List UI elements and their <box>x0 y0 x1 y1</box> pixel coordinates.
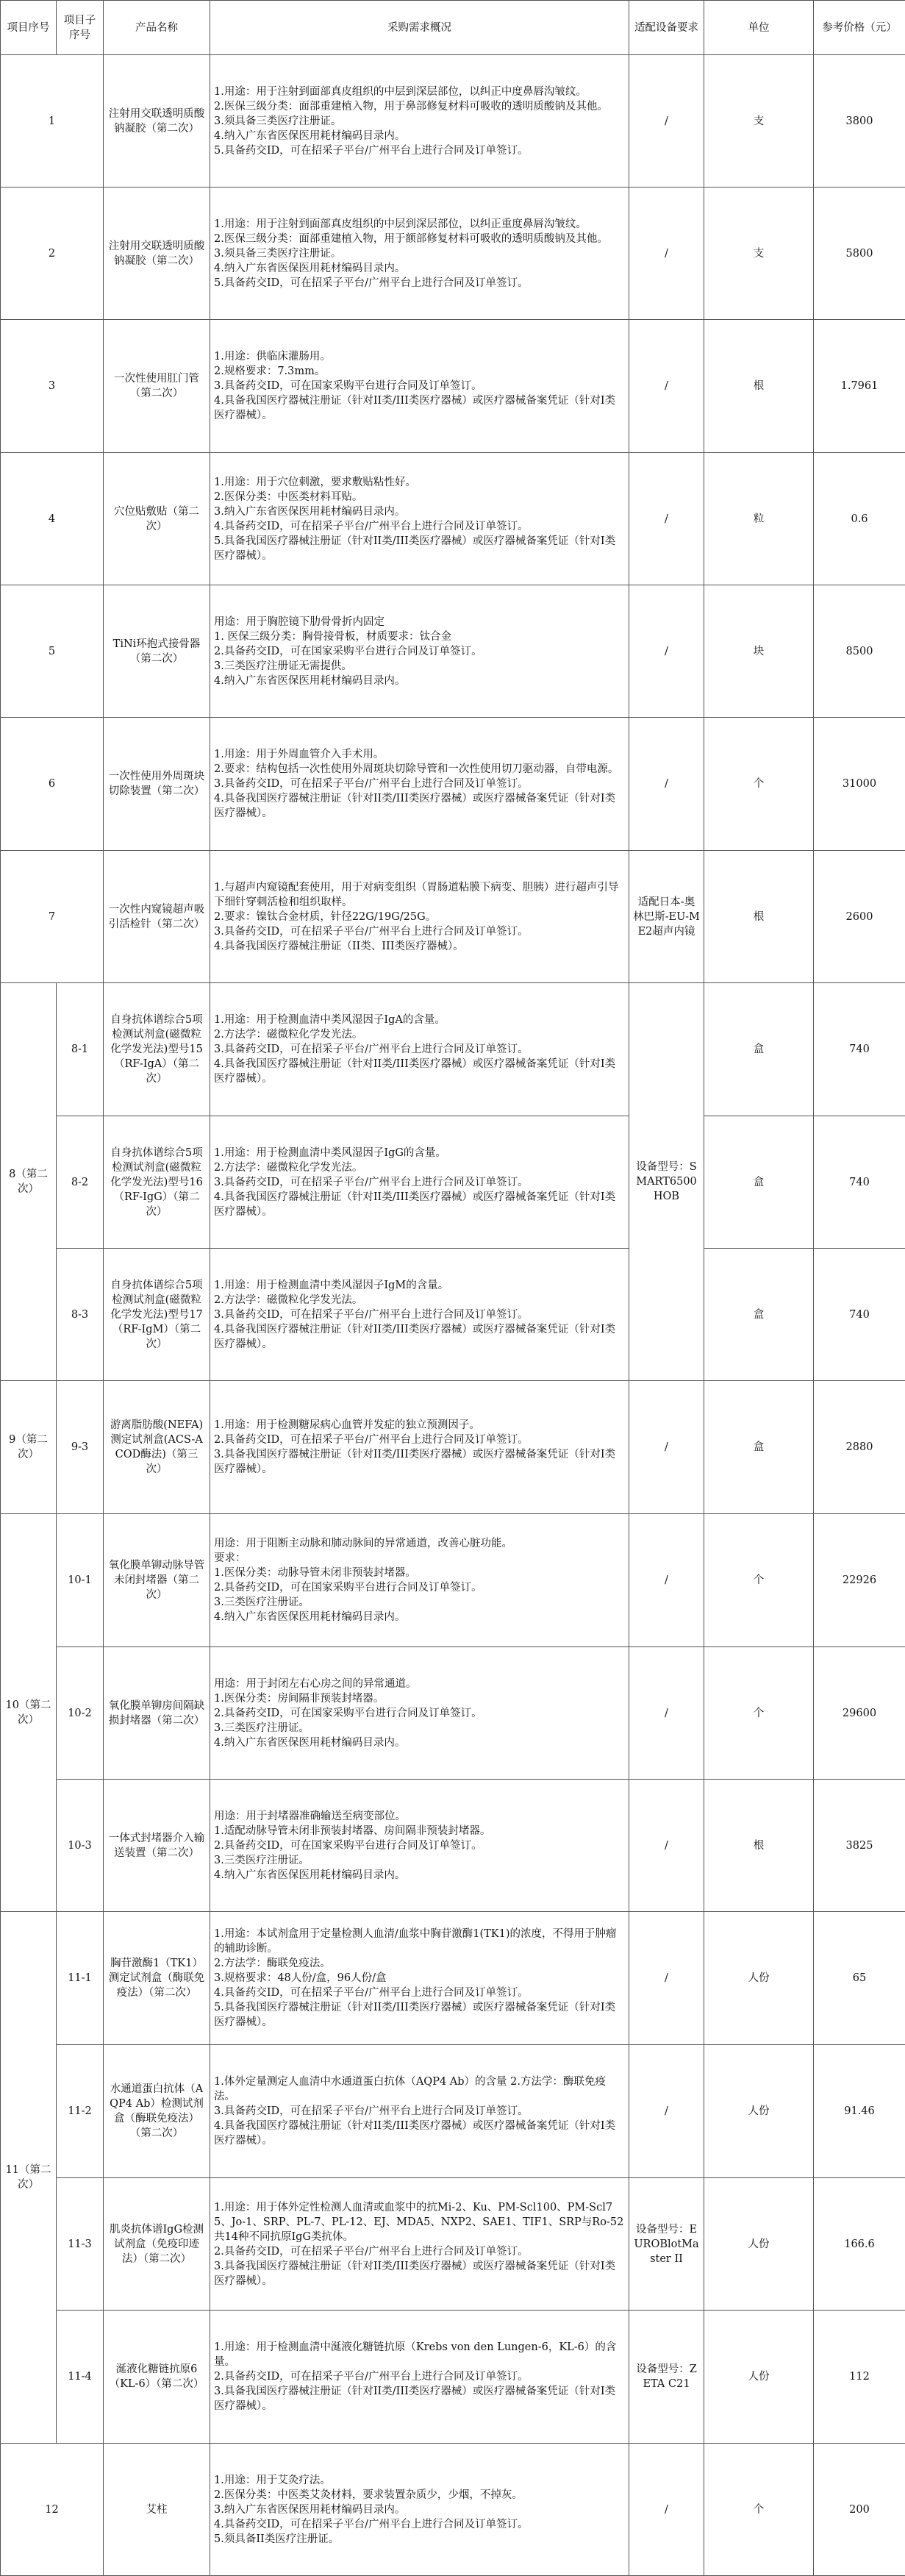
table-row <box>1 1249 905 1381</box>
requirement-line: 3.纳入广东省医保医用耗材编码目录内。 <box>214 504 625 519</box>
table-row <box>1 453 905 585</box>
device-requirement-cell: 设备型号：ZETA C21 <box>629 2311 704 2444</box>
project-no-cell: 2 <box>1 188 104 320</box>
requirements-cell <box>210 55 629 188</box>
requirements-cell <box>210 2178 629 2311</box>
requirement-line: 用途：用于封堵器准确输送至病变部位。 <box>214 1809 625 1824</box>
requirement-line: 3.具备我国医疗器械注册证（针对II类/III类医疗器械）或医疗器械备案凭证（针对I类医疗器械）。 <box>214 2384 625 2413</box>
requirement-line: 5.具备药交ID，可在招采子平台/广州平台上进行合同及订单签订。 <box>214 276 625 290</box>
project-no-cell: 10（第二次） <box>1 1514 57 1912</box>
requirement-line: 1.适配动脉导管未闭非预装封堵器、房间隔非预装封堵器。 <box>214 1824 625 1838</box>
table-row <box>1 188 905 320</box>
unit-cell: 根 <box>704 1780 814 1912</box>
project-no-cell: 8（第二次） <box>1 983 57 1381</box>
requirement-line: 用途：用于胸腔镜下肋骨骨折内固定 <box>214 615 625 629</box>
product-name-cell: 胸苷激酶1（TK1）测定试剂盒（酶联免疫法）（第二次） <box>104 1912 210 2045</box>
unit-cell: 人份 <box>704 1912 814 2045</box>
requirement-line: 2.医保三级分类：面部重建植入物，用于额部修复材料可吸收的透明质酸钠及其他。 <box>214 232 625 246</box>
sub-no-cell: 11-3 <box>57 2178 104 2311</box>
project-no-cell: 12 <box>1 2444 104 2576</box>
requirement-line: 3.具备药交ID，可在国家采购平台进行合同及订单签订。 <box>214 379 625 393</box>
requirement-line: 4.具备我国医疗器械注册证（针对II类/III类医疗器械）或医疗器械备案凭证（针对I类医疗器械）。 <box>214 1322 625 1352</box>
header-price: 参考价格（元） <box>814 1 905 55</box>
requirement-line: 3.三类医疗注册证无需提供。 <box>214 659 625 674</box>
requirement-line: 2.医保分类：中医类材料耳贴。 <box>214 490 625 504</box>
product-name-cell: 自身抗体谱综合5项检测试剂盒(磁微粒化学发光法)型号15（RF-IgA）（第二次） <box>104 983 210 1116</box>
unit-cell: 个 <box>704 1514 814 1647</box>
sub-no-cell: 11-4 <box>57 2311 104 2444</box>
header-requirements: 采购需求概况 <box>210 1 629 55</box>
price-cell: 166.6 <box>814 2178 905 2311</box>
table-row <box>1 1647 905 1780</box>
price-cell: 3825 <box>814 1780 905 1912</box>
requirement-line: 2.医保三级分类：面部重建植入物，用于鼻部修复材料可吸收的透明质酸钠及其他。 <box>214 99 625 114</box>
device-requirement-cell: / <box>629 1780 704 1912</box>
requirements-cell <box>210 585 629 718</box>
project-no-cell: 11（第二次） <box>1 1912 57 2444</box>
requirement-line: 5.具备我国医疗器械注册证（针对II类/III类医疗器械）或医疗器械备案凭证（针对I类医疗器械）。 <box>214 2000 625 2030</box>
requirement-line: 5.具备药交ID，可在招采子平台/广州平台上进行合同及订单签订。 <box>214 143 625 158</box>
table-row <box>1 2045 905 2178</box>
requirements-cell <box>210 453 629 585</box>
requirement-line: 1.用途：用于注射到面部真皮组织的中层到深层部位，以纠正重度鼻唇沟皱纹。 <box>214 217 625 232</box>
requirement-line: 1.用途：用于检测血清中涎液化糖链抗原（Krebs von den Lungen-6，KL-6）的含量。 <box>214 2340 625 2369</box>
price-cell: 2600 <box>814 851 905 983</box>
unit-cell: 支 <box>704 188 814 320</box>
device-requirement-cell: / <box>629 2045 704 2178</box>
requirement-line: 4.纳入广东省医保医用耗材编码目录内。 <box>214 1610 625 1624</box>
requirement-line: 3.具备药交ID，可在招采子平台/广州平台上进行合同及订单签订。 <box>214 1042 625 1057</box>
price-cell: 31000 <box>814 718 905 851</box>
price-cell: 740 <box>814 1116 905 1249</box>
requirement-line: 2.具备药交ID，可在国家采购平台进行合同及订单签订。 <box>214 1706 625 1721</box>
header-sub-no: 项目子序号 <box>57 1 104 55</box>
unit-cell: 人份 <box>704 2045 814 2178</box>
product-name-cell: 自身抗体谱综合5项检测试剂盒(磁微粒化学发光法)型号17（RF-IgM）（第二次） <box>104 1249 210 1381</box>
product-name-cell: 艾柱 <box>104 2444 210 2576</box>
price-cell: 112 <box>814 2311 905 2444</box>
device-requirement-cell: 适配日本-奥林巴斯-EU-ME2超声内镜 <box>629 851 704 983</box>
product-name-cell: 一次性使用外周斑块切除装置（第二次） <box>104 718 210 851</box>
device-requirement-cell: / <box>629 718 704 851</box>
requirements-cell <box>210 2311 629 2444</box>
price-cell: 65 <box>814 1912 905 2045</box>
requirement-line: 3.具备我国医疗器械注册证（针对II类/III类医疗器械）或医疗器械备案凭证（针对I类医疗器械）。 <box>214 1447 625 1477</box>
requirement-line: 2.医保分类：中医类艾灸材料，要求装置杂质少，少烟，不掉灰。 <box>214 2488 625 2502</box>
unit-cell: 粒 <box>704 453 814 585</box>
table-row <box>1 851 905 983</box>
price-cell: 0.6 <box>814 453 905 585</box>
device-requirement-cell: / <box>629 320 704 453</box>
requirement-line: 2.规格要求：7.3mm。 <box>214 364 625 379</box>
requirement-line: 4.纳入广东省医保医用耗材编码目录内。 <box>214 261 625 276</box>
requirement-line: 1.用途：用于检测血清中类风湿因子IgM的含量。 <box>214 1278 625 1293</box>
table-row <box>1 320 905 453</box>
unit-cell: 块 <box>704 585 814 718</box>
device-requirement-cell: / <box>629 1647 704 1780</box>
requirement-line: 1.用途：用于穴位刺激，要求敷贴粘性好。 <box>214 475 625 490</box>
requirement-line: 4.具备我国医疗器械注册证（针对II类/III类医疗器械）或医疗器械备案凭证（针对I类医疗器械）。 <box>214 1057 625 1086</box>
unit-cell: 根 <box>704 320 814 453</box>
requirements-cell <box>210 2444 629 2576</box>
product-name-cell: 涎液化糖链抗原6（KL-6）（第二次） <box>104 2311 210 2444</box>
project-no-cell: 1 <box>1 55 104 188</box>
table-row <box>1 2178 905 2311</box>
unit-cell: 盒 <box>704 1381 814 1514</box>
table-row <box>1 1514 905 1647</box>
requirement-line: 2.要求：结构包括一次性使用外周斑块切除导管和一次性使用切刀驱动器，自带电源。 <box>214 762 625 777</box>
requirement-line: 1.用途：用于注射到面部真皮组织的中层到深层部位，以纠正中度鼻唇沟皱纹。 <box>214 85 625 99</box>
requirement-line: 1.用途：用于检测血清中类风湿因子IgG的含量。 <box>214 1146 625 1160</box>
device-requirement-cell: / <box>629 1514 704 1647</box>
device-requirement-cell: / <box>629 1912 704 2045</box>
price-cell: 5800 <box>814 188 905 320</box>
requirement-line: 4.纳入广东省医保医用耗材编码目录内。 <box>214 674 625 688</box>
requirement-line: 要求： <box>214 1551 625 1566</box>
table-row <box>1 1780 905 1912</box>
requirement-line: 1.用途：供临床灌肠用。 <box>214 349 625 364</box>
product-name-cell: 水通道蛋白抗体（AQP4 Ab）检测试剂盒（酶联免疫法）（第二次） <box>104 2045 210 2178</box>
requirement-line: 用途：用于封闭左右心房之间的异常通道。 <box>214 1677 625 1691</box>
requirement-line: 1.用途：本试剂盒用于定量检测人血清/血浆中胸苷激酶1(TK1)的浓度，不得用于肿瘤的辅助诊断。 <box>214 1927 625 1956</box>
table-row <box>1 1381 905 1514</box>
requirement-line: 4.具备我国医疗器械注册证（II类、III类医疗器械）。 <box>214 939 625 954</box>
sub-no-cell: 8-1 <box>57 983 104 1116</box>
sub-no-cell: 10-2 <box>57 1647 104 1780</box>
price-cell: 740 <box>814 1249 905 1381</box>
requirement-line: 3.三类医疗注册证。 <box>214 1721 625 1735</box>
project-no-cell: 9（第二次） <box>1 1381 57 1514</box>
unit-cell: 个 <box>704 718 814 851</box>
requirement-line: 1.医保分类：动脉导管未闭非预装封堵器。 <box>214 1566 625 1580</box>
requirements-cell <box>210 1514 629 1647</box>
requirements-cell <box>210 188 629 320</box>
requirements-cell <box>210 851 629 983</box>
unit-cell: 盒 <box>704 983 814 1116</box>
price-cell: 22926 <box>814 1514 905 1647</box>
price-cell: 2880 <box>814 1381 905 1514</box>
product-name-cell: 注射用交联透明质酸钠凝胶（第二次） <box>104 188 210 320</box>
requirement-line: 3.三类医疗注册证。 <box>214 1853 625 1868</box>
requirements-cell <box>210 1647 629 1780</box>
unit-cell: 人份 <box>704 2178 814 2311</box>
requirement-line: 4.纳入广东省医保医用耗材编码目录内。 <box>214 1868 625 1883</box>
requirements-cell <box>210 2045 629 2178</box>
table-row <box>1 55 905 188</box>
header-unit: 单位 <box>704 1 814 55</box>
table-row <box>1 1912 905 2045</box>
device-requirement-cell: / <box>629 55 704 188</box>
header-project-no: 项目序号 <box>1 1 57 55</box>
device-requirement-cell: / <box>629 585 704 718</box>
unit-cell: 支 <box>704 55 814 188</box>
product-name-cell: 一体式封堵器介入输送装置（第二次） <box>104 1780 210 1912</box>
requirement-line: 4.纳入广东省医保医用耗材编码目录内。 <box>214 1735 625 1750</box>
product-name-cell: 一次性内窥镜超声吸引活检针（第二次） <box>104 851 210 983</box>
requirement-line: 1.用途：用于检测糖尿病心血管并发症的独立预测因子。 <box>214 1418 625 1433</box>
sub-no-cell: 10-1 <box>57 1514 104 1647</box>
sub-no-cell: 8-2 <box>57 1116 104 1249</box>
requirement-line: 3.须具备三类医疗注册证。 <box>214 246 625 261</box>
requirement-line: 4.具备药交ID，可在招采子平台/广州平台上进行合同及订单签订。 <box>214 519 625 534</box>
requirement-line: 2.具备药交ID，可在招采子平台/广州平台上进行合同及订单签订。 <box>214 2244 625 2259</box>
requirements-cell <box>210 1780 629 1912</box>
requirements-cell <box>210 983 629 1116</box>
requirement-line: 1.用途：用于检测血清中类风湿因子IgA的含量。 <box>214 1013 625 1027</box>
table-row <box>1 1116 905 1249</box>
requirement-line: 用途：用于阻断主动脉和肺动脉间的异常通道，改善心脏功能。 <box>214 1536 625 1551</box>
requirement-line: 4.具备我国医疗器械注册证（针对II类/III类医疗器械）或医疗器械备案凭证（针对I类医疗器械）。 <box>214 2119 625 2148</box>
price-cell: 1.7961 <box>814 320 905 453</box>
price-cell: 3800 <box>814 55 905 188</box>
unit-cell: 根 <box>704 851 814 983</box>
price-cell: 740 <box>814 983 905 1116</box>
product-name-cell: 氧化膜单铆房间隔缺损封堵器（第二次） <box>104 1647 210 1780</box>
sub-no-cell: 11-1 <box>57 1912 104 2045</box>
requirement-line: 4.具备我国医疗器械注册证（针对II类/III类医疗器械）或医疗器械备案凭证（针对I类医疗器械）。 <box>214 791 625 821</box>
unit-cell: 人份 <box>704 2311 814 2444</box>
requirements-cell <box>210 1249 629 1381</box>
requirement-line: 4.具备我国医疗器械注册证（针对II类/III类医疗器械）或医疗器械备案凭证（针对I类医疗器械）。 <box>214 1190 625 1219</box>
requirements-cell <box>210 718 629 851</box>
price-cell: 200 <box>814 2444 905 2576</box>
requirement-line: 3.具备药交ID，可在招采子平台/广州平台上进行合同及订单签订。 <box>214 1307 625 1322</box>
requirement-line: 2.具备药交ID，可在招采子平台/广州平台上进行合同及订单签订。 <box>214 1433 625 1447</box>
requirement-line: 3.具备药交ID，可在招采子平台/广州平台上进行合同及订单签订。 <box>214 777 625 791</box>
product-name-cell: 注射用交联透明质酸钠凝胶（第二次） <box>104 55 210 188</box>
product-name-cell: 一次性使用肛门管（第二次） <box>104 320 210 453</box>
price-cell: 91.46 <box>814 2045 905 2178</box>
product-name-cell: 游离脂肪酸(NEFA)测定试剂盒(ACS-ACOD酶法)（第三次） <box>104 1381 210 1514</box>
requirement-line: 4.具备药交ID，可在招采子平台/广州平台上进行合同及订单签订。 <box>214 2517 625 2532</box>
table-row <box>1 983 905 1116</box>
device-requirement-cell: / <box>629 2444 704 2576</box>
project-no-cell: 3 <box>1 320 104 453</box>
requirement-line: 2.具备药交ID，可在国家采购平台进行合同及订单签订。 <box>214 644 625 659</box>
requirement-line: 2.具备药交ID，可在国家采购平台进行合同及订单签订。 <box>214 1838 625 1853</box>
requirement-line: 4.纳入广东省医保医用耗材编码目录内。 <box>214 129 625 143</box>
price-cell: 29600 <box>814 1647 905 1780</box>
requirement-line: 5.具备我国医疗器械注册证（针对II类/III类医疗器械）或医疗器械备案凭证（针对I类医疗器械）。 <box>214 534 625 563</box>
table-row <box>1 585 905 718</box>
project-no-cell: 6 <box>1 718 104 851</box>
project-no-cell: 4 <box>1 453 104 585</box>
requirement-line: 1.用途：用于体外定性检测人血清或血浆中的抗Mi-2、Ku、PM-Scl100、PM-Scl75、Jo-1、SRP、PL-7、PL-12、EJ、MDA5、NXP2、SAE1、TIF1、SRP与Ro-52共14种不同抗原IgG类抗体。 <box>214 2200 625 2244</box>
device-requirement-cell: 设备型号：SMART6500HOB <box>629 983 704 1381</box>
requirement-line: 2.要求：镍钛合金材质，针径22G/19G/25G。 <box>214 910 625 924</box>
requirement-line: 3.须具备三类医疗注册证。 <box>214 114 625 129</box>
unit-cell: 个 <box>704 2444 814 2576</box>
device-requirement-cell: 设备型号：EUROBlotMaster II <box>629 2178 704 2311</box>
requirement-line: 4.具备药交ID，可在招采子平台/广州平台上进行合同及订单签订。 <box>214 1985 625 2000</box>
requirement-line: 3.三类医疗注册证。 <box>214 1595 625 1610</box>
project-no-cell: 7 <box>1 851 104 983</box>
requirement-line: 1.与超声内窥镜配套使用，用于对病变组织（胃肠道粘膜下病变、胆胰）进行超声引导下细针穿刺活检和组织取样。 <box>214 880 625 910</box>
requirement-line: 3.具备药交ID，可在招采子平台/广州平台上进行合同及订单签订。 <box>214 1175 625 1190</box>
header-device: 适配设备要求 <box>629 1 704 55</box>
requirements-cell <box>210 1912 629 2045</box>
requirements-cell <box>210 1381 629 1514</box>
requirement-line: 2.方法学：酶联免疫法。 <box>214 1956 625 1971</box>
product-name-cell: 氧化膜单铆动脉导管未闭封堵器（第二次） <box>104 1514 210 1647</box>
table-header-row <box>1 1 905 55</box>
requirement-line: 1. 医保三级分类：胸骨接骨板，材质要求：钛合金 <box>214 629 625 644</box>
requirement-line: 3.具备药交ID，可在招采子平台/广州平台上进行合同及订单签订。 <box>214 924 625 939</box>
requirement-line: 2.方法学：磁微粒化学发光法。 <box>214 1027 625 1042</box>
project-no-cell: 5 <box>1 585 104 718</box>
sub-no-cell: 9-3 <box>57 1381 104 1514</box>
requirement-line: 2.方法学：磁微粒化学发光法。 <box>214 1293 625 1307</box>
requirement-line: 5.须具备II类医疗注册证。 <box>214 2532 625 2547</box>
sub-no-cell: 10-3 <box>57 1780 104 1912</box>
requirement-line: 4.具备我国医疗器械注册证（针对II类/III类医疗器械）或医疗器械备案凭证（针对I类医疗器械）。 <box>214 393 625 423</box>
requirement-line: 1.医保分类：房间隔非预装封堵器。 <box>214 1691 625 1706</box>
price-cell: 8500 <box>814 585 905 718</box>
requirements-cell <box>210 320 629 453</box>
device-requirement-cell: / <box>629 1381 704 1514</box>
product-name-cell: 自身抗体谱综合5项检测试剂盒(磁微粒化学发光法)型号16（RF-IgG）（第二次） <box>104 1116 210 1249</box>
requirement-line: 2.具备药交ID，可在国家采购平台进行合同及订单签订。 <box>214 1580 625 1595</box>
requirement-line: 2.方法学：磁微粒化学发光法。 <box>214 1160 625 1175</box>
requirements-cell <box>210 1116 629 1249</box>
unit-cell: 盒 <box>704 1116 814 1249</box>
requirement-line: 2.具备药交ID，可在招采子平台/广州平台上进行合同及订单签订。 <box>214 2369 625 2384</box>
product-name-cell: 肌炎抗体谱IgG检测试剂盒（免疫印迹法）（第二次） <box>104 2178 210 2311</box>
unit-cell: 盒 <box>704 1249 814 1381</box>
product-name-cell: 穴位贴敷贴（第二次） <box>104 453 210 585</box>
requirement-line: 1.用途：用于外周血管介入手术用。 <box>214 747 625 762</box>
requirement-line: 1.用途：用于艾灸疗法。 <box>214 2473 625 2488</box>
table-row <box>1 718 905 851</box>
requirement-line: 3.规格要求：48人份/盒，96人份/盒 <box>214 1971 625 1985</box>
table-row <box>1 2444 905 2576</box>
requirement-line: 1.体外定量测定人血清中水通道蛋白抗体（AQP4 Ab）的含量 2.方法学：酶联免疫法。 <box>214 2074 625 2104</box>
product-name-cell: TiNi环抱式接骨器（第二次） <box>104 585 210 718</box>
sub-no-cell: 11-2 <box>57 2045 104 2178</box>
requirement-line: 3.具备药交ID，可在招采子平台/广州平台上进行合同及订单签订。 <box>214 2104 625 2119</box>
requirement-line: 3.纳入广东省医保医用耗材编码目录内。 <box>214 2502 625 2517</box>
unit-cell: 个 <box>704 1647 814 1780</box>
device-requirement-cell: / <box>629 453 704 585</box>
requirement-line: 3.具备我国医疗器械注册证（针对II类/III类医疗器械）或医疗器械备案凭证（针对I类医疗器械）。 <box>214 2259 625 2288</box>
sub-no-cell: 8-3 <box>57 1249 104 1381</box>
table-row <box>1 2311 905 2444</box>
device-requirement-cell: / <box>629 188 704 320</box>
header-product-name: 产品名称 <box>104 1 210 55</box>
